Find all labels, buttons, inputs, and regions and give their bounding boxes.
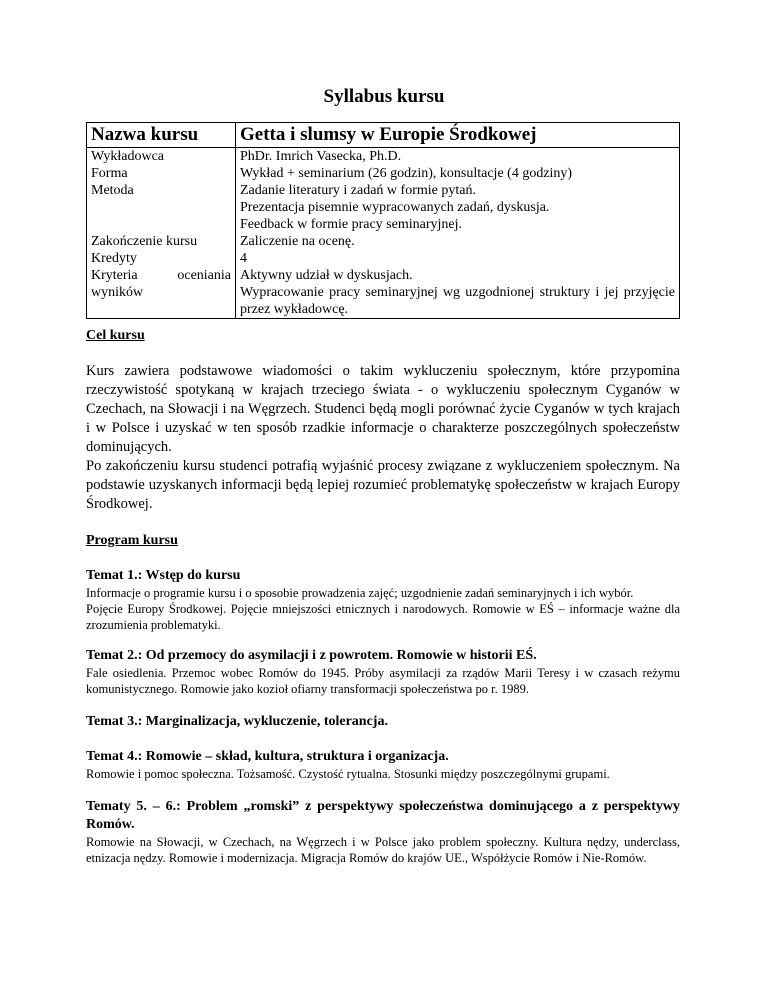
table-row — [87, 148, 680, 319]
course-name-value: Getta i slumsy w Europie Środkowej — [236, 123, 680, 148]
topic-title: Temat 2.: Od przemocy do asymilacji i z powrotem. Romowie w historii EŚ. — [86, 648, 537, 663]
page-title: Syllabus kursu — [323, 86, 445, 107]
course-details-values — [236, 148, 680, 319]
form-value: Wykład + seminarium (26 godzin), konsultacje (4 godziny) — [240, 166, 573, 181]
credits-value: 4 — [240, 251, 247, 266]
criteria-line: Wypracowanie pracy seminaryjnej wg uzgodnionej struktury i jej przyjęcie przez wykładowcę. — [240, 285, 675, 317]
topic-text: Informacje o programie kursu i o sposobie prowadzenia zajęć; uzgodnienie zadań seminaryjnych i ich wybór. — [86, 586, 634, 600]
topic-item — [86, 647, 680, 697]
table-row — [87, 123, 680, 148]
goal-paragraph: Po zakończeniu kursu studenci potrafią wyjaśnić procesy związane z wykluczeniem społecznym. Na podstawie uzyskanych informacji będą lepiej rozumieć problematykę społeczeństw w krajach Europy Środkowej. — [86, 458, 680, 512]
topic-title: Tematy 5. – 6.: Problem „romski” z perspektywy społeczeństwa dominującego a z perspektywy Romów. — [86, 799, 680, 832]
topic-item — [86, 713, 680, 731]
criteria-line: Aktywny udział w dyskusjach. — [240, 268, 413, 283]
criteria-label-text: Kryteria oceniania wyników — [91, 268, 231, 300]
syllabus-content — [86, 326, 680, 866]
course-name-label: Nazwa kursu — [87, 123, 236, 148]
topic-item — [86, 798, 680, 866]
method-line: Feedback w formie pracy seminaryjnej. — [240, 217, 462, 232]
lecturer-value: PhDr. Imrich Vasecka, Ph.D. — [240, 149, 402, 164]
topic-item — [86, 567, 680, 633]
ending-label-text: Zakończenie kursu — [91, 234, 198, 249]
method-label-text: Metoda — [91, 183, 134, 198]
topic-text: Romowie i pomoc społeczna. Tożsamość. Czystość rytualna. Stosunki między poszczególnymi grupami. — [86, 767, 610, 781]
form-label-text: Forma — [91, 166, 128, 181]
topic-text: Fale osiedlenia. Przemoc wobec Romów do 1945. Próby asymilacji za rządów Marii Teresy i w czasach reżymu komunistycznego. Romowie jako kozioł ofiarny transformacji społeczeństwa po r. 1989. — [86, 666, 680, 696]
topic-title: Temat 4.: Romowie – skład, kultura, struktura i organizacja. — [86, 749, 449, 764]
lecturer-label — [87, 148, 236, 319]
program-heading: Program kursu — [86, 533, 178, 548]
topic-text: Romowie na Słowacji, w Czechach, na Węgrzech i w Polsce jako problem społeczny. Kultura nędzy, underclass, etnizacja nędzy. Romowie i modernizacja. Migracja Romów do krajów UE., Współżycie Romów i Nie-Romów. — [86, 835, 680, 865]
course-info-table — [86, 122, 680, 319]
topic-title: Temat 3.: Marginalizacja, wykluczenie, tolerancja. — [86, 714, 388, 729]
goal-heading: Cel kursu — [86, 328, 145, 343]
method-line: Prezentacja pisemnie wypracowanych zadań, dyskusja. — [240, 200, 550, 215]
topic-text: Pojęcie Europy Środkowej. Pojęcie mniejszości etnicznych i narodowych. Romowie w EŚ – informacje ważne dla zrozumienia problematyki. — [86, 602, 680, 632]
method-line: Zadanie literatury i zadań w formie pytań. — [240, 183, 476, 198]
goal-paragraph: Kurs zawiera podstawowe wiadomości o takim wykluczeniu społecznym, które przypomina rzeczywistość spotykaną w krajach trzeciego świata - o wykluczeniu społecznym Cyganów w Czechach, na Słowacji i na Węgrzech. Studenci będą mogli porównać życie Cyganów w tych krajach i w Polsce i uzyskać w ten sposób rzadkie informacje o charakterze poszczególnych społeczeństw dominujących. — [86, 363, 680, 455]
ending-value: Zaliczenie na ocenę. — [240, 234, 355, 249]
topic-title: Temat 1.: Wstęp do kursu — [86, 568, 241, 583]
credits-label-text: Kredyty — [91, 251, 137, 266]
lecturer-label-text: Wykładowca — [91, 149, 165, 164]
topic-item — [86, 748, 680, 782]
